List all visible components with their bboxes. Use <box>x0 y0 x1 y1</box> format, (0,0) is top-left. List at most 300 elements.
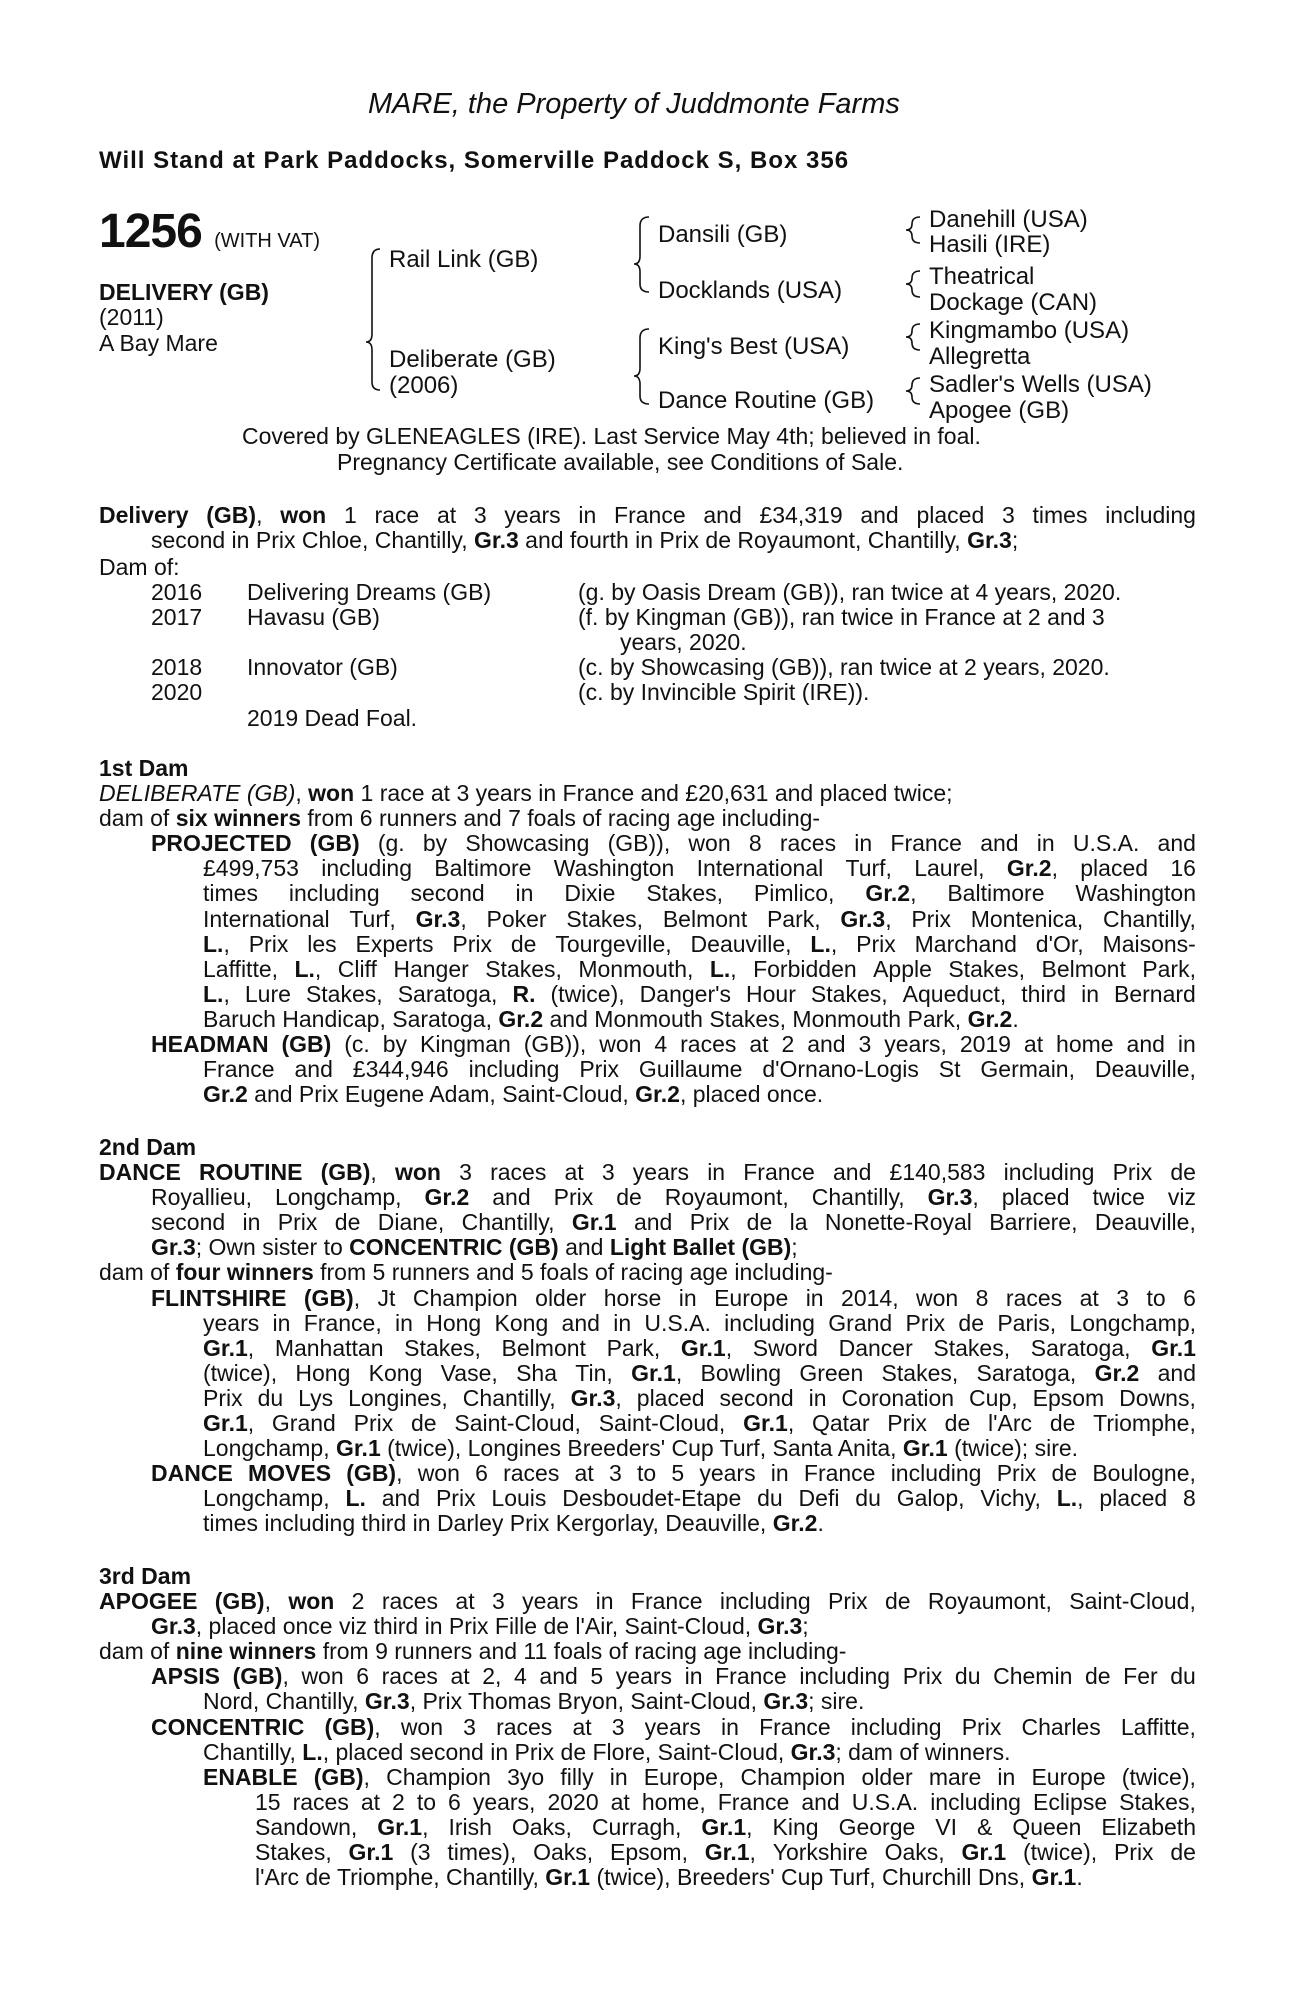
text-run: Europe, <box>643 1763 725 1790</box>
text-run: Chantilly, <box>461 1209 555 1236</box>
text-run: Baruch Handicap, Saratoga, <box>203 1005 499 1032</box>
bold-text: Gr.3 <box>151 1234 196 1261</box>
word <box>1092 1185 1144 1210</box>
word <box>571 1386 622 1411</box>
word <box>799 1664 890 1689</box>
word <box>289 881 380 906</box>
word <box>759 1715 831 1740</box>
text-line <box>203 1689 1196 1714</box>
word <box>977 1815 992 1840</box>
bold-text: (GB) <box>281 1031 332 1057</box>
word <box>1168 1185 1196 1210</box>
text-run: including <box>930 1788 1021 1815</box>
word <box>607 1336 661 1361</box>
brace-sss <box>906 217 920 243</box>
text-run: (g. <box>377 830 405 857</box>
word <box>903 982 1007 1007</box>
bold-text: Gr.1 <box>1151 1334 1196 1361</box>
text-run: viz <box>1167 1184 1196 1211</box>
text-run: , <box>295 780 309 806</box>
word <box>714 1286 788 1311</box>
word <box>741 1765 846 1790</box>
text-run: , <box>223 930 230 957</box>
word <box>610 1840 688 1865</box>
word <box>554 1185 594 1210</box>
word <box>948 957 1025 982</box>
pedigree-sdd: Dockage (CAN) <box>929 289 1098 316</box>
text-run: de <box>1051 1460 1078 1487</box>
word <box>654 1032 667 1057</box>
text-run: , <box>223 980 230 1007</box>
bold-text: Gr.1 <box>1031 1864 1077 1891</box>
word <box>463 1386 556 1411</box>
word <box>809 1386 827 1411</box>
text-run: horse <box>603 1284 662 1311</box>
text-run: in <box>515 880 534 907</box>
text-run: Prix <box>905 1309 946 1336</box>
word <box>663 907 747 932</box>
word <box>393 957 468 982</box>
bold-text: Delivery <box>99 502 189 528</box>
word <box>491 1486 546 1511</box>
text-run: Longchamp, <box>1069 1309 1196 1336</box>
bold-text: Gr.3 <box>474 527 519 554</box>
text-run: George <box>838 1813 916 1840</box>
text-run: and <box>980 830 1019 857</box>
text-run: (twice), <box>1121 1763 1196 1790</box>
text-run: du <box>1170 1663 1196 1690</box>
text-run: and <box>807 1031 846 1057</box>
word <box>203 932 230 957</box>
word <box>1119 1386 1196 1411</box>
word <box>395 1160 441 1185</box>
text-run: Turf, <box>349 905 396 932</box>
word <box>680 1032 736 1057</box>
text-run: £140,583 <box>889 1159 986 1185</box>
word <box>275 1336 384 1361</box>
word <box>604 1286 662 1311</box>
brace-sds <box>906 271 920 297</box>
text-run: in <box>613 1309 632 1336</box>
text-run: years, <box>472 1788 536 1815</box>
text-run: du <box>954 1663 981 1690</box>
word <box>804 1461 876 1486</box>
word <box>929 1765 981 1790</box>
word <box>969 1386 1018 1411</box>
text-run: at <box>455 1588 475 1614</box>
text-run: races <box>490 1159 547 1185</box>
produce-year: 2018 <box>151 654 203 680</box>
text-run: and <box>381 1485 421 1512</box>
text-run: France, <box>303 1309 382 1336</box>
text-run: , <box>787 1410 795 1436</box>
text-run: Longchamp, <box>203 1485 330 1512</box>
text-run: including <box>724 1309 815 1336</box>
word <box>1069 1589 1196 1614</box>
text-run: Prix <box>902 1663 943 1690</box>
word <box>1170 856 1196 881</box>
text-run: years <box>504 502 561 528</box>
text-line <box>203 957 1196 982</box>
word <box>572 1715 591 1740</box>
text-run: placed <box>1001 1184 1070 1211</box>
bold-text: L. <box>1056 1485 1078 1512</box>
text-run: Prix <box>961 1713 1002 1740</box>
text-run: Hour <box>746 980 796 1007</box>
text-run: Royallieu, <box>151 1184 252 1211</box>
word <box>203 982 230 1007</box>
word <box>151 1715 304 1740</box>
word <box>562 1486 741 1511</box>
text-run: at <box>574 1460 594 1487</box>
text-run: . <box>1076 1864 1083 1891</box>
word <box>1023 1840 1097 1865</box>
word <box>99 1589 197 1614</box>
bold-text: (GB) <box>320 1159 371 1185</box>
text-line <box>203 1411 1196 1436</box>
word <box>361 1790 380 1815</box>
italic-text: DELIBERATE (GB) <box>99 780 296 806</box>
text-run: 5 <box>671 1460 685 1487</box>
text-run: , Prix Thomas Bryon, Saint-Cloud, <box>409 1688 764 1715</box>
text-run: years <box>632 1159 690 1185</box>
text-run: 3yo <box>507 1763 545 1790</box>
word <box>1146 1286 1165 1311</box>
word <box>516 881 534 906</box>
word <box>450 1664 469 1689</box>
text-line <box>151 528 1196 553</box>
produce-year: 2017 <box>151 604 203 630</box>
text-run: , <box>282 1663 289 1690</box>
text-line <box>99 1589 1196 1614</box>
word <box>703 503 741 528</box>
text-run: won <box>301 1663 344 1690</box>
dam-of-label: Dam of: <box>99 554 180 580</box>
bold-text: Gr.1 <box>203 1334 248 1361</box>
word <box>307 932 336 957</box>
word <box>295 1361 350 1386</box>
text-run: , placed once viz third in Prix Fille de l'Air, Saint-Cloud, <box>195 1613 758 1640</box>
bold-text: Gr.3 <box>967 527 1012 554</box>
text-run: Desboudet-Etape <box>562 1485 742 1512</box>
word <box>473 1790 536 1815</box>
pedigree-braces <box>0 200 1314 620</box>
bold-text: Gr.2 <box>203 1081 248 1108</box>
word <box>640 982 731 1007</box>
word <box>884 1032 947 1057</box>
word <box>1033 1386 1105 1411</box>
text-line <box>99 1639 1196 1664</box>
text-run: races <box>292 1788 349 1815</box>
text-run: Stakes, <box>810 980 888 1007</box>
text-run: placed <box>636 1384 705 1411</box>
word <box>310 831 360 856</box>
word <box>1105 503 1196 528</box>
text-run: (twice), <box>203 1359 278 1386</box>
word <box>1031 1336 1131 1361</box>
word <box>1080 1286 1099 1311</box>
word <box>411 881 485 906</box>
text-run: 3 <box>491 1588 505 1614</box>
word <box>306 982 383 1007</box>
text-run: de <box>1084 1663 1111 1690</box>
word <box>855 1486 881 1511</box>
word <box>885 1589 911 1614</box>
pregnancy-note: Pregnancy Certificate available, see Conditions of Sale. <box>337 449 904 475</box>
bold-text: Gr.2 <box>772 1510 818 1537</box>
word <box>1178 1032 1196 1057</box>
word <box>1021 1715 1100 1740</box>
text-run: Chantilly, <box>1103 905 1196 932</box>
text-run: in <box>609 1763 628 1790</box>
word <box>395 1311 413 1336</box>
word <box>997 1311 1056 1336</box>
text-run: Stakes, <box>1119 1788 1196 1815</box>
text-run: Epsom, <box>610 1839 688 1865</box>
word <box>1036 932 1084 957</box>
text-run: (twice), <box>1023 1839 1098 1865</box>
pedigree-sire: Rail Link (GB) <box>389 246 539 273</box>
text-run: including <box>1003 1159 1095 1185</box>
word <box>321 856 412 881</box>
text-run: in <box>808 1384 827 1411</box>
text-run: won <box>400 1713 444 1740</box>
word <box>846 856 892 881</box>
word <box>747 1210 773 1235</box>
word <box>1080 856 1148 881</box>
text-run: & <box>977 1813 993 1840</box>
text-run: including <box>799 1663 891 1690</box>
horse-year: (2011) <box>99 304 164 330</box>
produce-note: (c. by Invincible Spirit (IRE)). <box>578 679 870 705</box>
text-run: de <box>1170 1839 1196 1865</box>
word <box>304 1311 382 1336</box>
word <box>806 1286 824 1311</box>
word <box>459 1160 472 1185</box>
word <box>671 1461 684 1486</box>
text-run: King <box>772 1813 819 1840</box>
text-line <box>255 1815 1196 1840</box>
text-run: times <box>203 880 258 907</box>
word <box>233 1664 289 1689</box>
word <box>434 856 531 881</box>
word <box>743 1160 815 1185</box>
text-run: Diane, <box>377 1209 445 1236</box>
word <box>280 503 326 528</box>
produce-note-cont: years, 2020. <box>620 629 747 655</box>
bold-text: ENABLE <box>203 1763 298 1790</box>
word <box>1007 856 1058 881</box>
text-run: , <box>247 1410 255 1436</box>
word <box>514 1664 527 1689</box>
dam1-heading: 1st Dam <box>99 755 189 781</box>
text-run: filly <box>560 1763 594 1790</box>
word <box>933 1336 1010 1361</box>
word <box>353 1057 449 1082</box>
text-run: du <box>257 1384 284 1411</box>
bold-text: four winners <box>175 1259 314 1286</box>
text-run: dam of <box>99 1638 176 1665</box>
word <box>928 1185 979 1210</box>
text-run: 6 <box>475 1460 488 1487</box>
text-run: twice <box>1092 1184 1145 1211</box>
text-run: , <box>314 955 322 982</box>
word <box>386 1765 491 1790</box>
text-run: Stakes, <box>404 1334 481 1361</box>
word <box>465 831 589 856</box>
text-run: Chantilly, <box>811 1184 905 1211</box>
word <box>596 1589 614 1614</box>
word <box>757 1486 783 1511</box>
word <box>401 1715 443 1740</box>
text-run: 3 <box>1001 502 1015 528</box>
text-run: Stakes, <box>255 1839 332 1865</box>
text-run: , <box>374 1713 381 1740</box>
text-run: races <box>680 1031 737 1057</box>
bold-text: Gr.2 <box>967 1005 1013 1032</box>
text-line <box>151 1461 1196 1486</box>
bold-text: (GB) <box>303 1284 354 1311</box>
word <box>426 1311 481 1336</box>
text-run: second <box>151 1209 226 1236</box>
word <box>644 1311 710 1336</box>
word <box>610 1765 628 1790</box>
word <box>891 1461 982 1486</box>
text-run: , <box>725 1334 733 1361</box>
text-run: and Monmouth Stakes, Monmouth Park, <box>543 1005 968 1032</box>
word <box>294 957 321 982</box>
word <box>437 503 456 528</box>
text-run: £34,319 <box>759 502 843 528</box>
text-run: including <box>288 880 380 907</box>
text-run: de <box>411 1410 437 1436</box>
word <box>856 932 896 957</box>
word <box>705 1840 756 1865</box>
text-run: Longines, <box>348 1384 448 1411</box>
bold-text: Gr.3 <box>763 1688 809 1715</box>
word <box>1183 1486 1196 1511</box>
text-line <box>203 1361 1196 1386</box>
word <box>1012 1815 1081 1840</box>
text-run: by <box>382 1031 408 1057</box>
word <box>997 1765 1015 1790</box>
text-run: 3 <box>858 1031 872 1057</box>
text-run: 8 <box>1183 1485 1196 1512</box>
word <box>560 1765 593 1790</box>
word <box>245 982 291 1007</box>
word <box>799 1486 840 1511</box>
bold-text: (GB) <box>346 1460 397 1487</box>
text-run: dam of <box>99 1259 176 1286</box>
text-run: France <box>717 1788 790 1815</box>
text-run: 1 <box>343 502 357 528</box>
word <box>151 1185 252 1210</box>
text-run: times <box>1032 502 1088 528</box>
text-run: de <box>944 1410 971 1436</box>
word <box>885 1840 945 1865</box>
word <box>382 1664 438 1689</box>
word <box>516 1361 557 1386</box>
produce-name: Delivering Dreams (GB) <box>247 579 492 605</box>
text-line <box>151 1715 1196 1740</box>
text-run: Stakes, <box>305 980 383 1007</box>
word <box>614 503 686 528</box>
word <box>392 1790 405 1815</box>
word <box>1114 1840 1154 1865</box>
text-run: Epsom <box>1032 1384 1105 1411</box>
word <box>790 1210 808 1235</box>
word <box>475 1461 488 1486</box>
text-run: Lure <box>244 980 291 1007</box>
text-run: years <box>203 1309 260 1336</box>
word <box>272 1411 336 1436</box>
text-run: 4 <box>514 1663 527 1690</box>
text-run: Baltimore <box>947 880 1045 907</box>
text-run: Vichy, <box>980 1485 1041 1512</box>
text-run: placed <box>1080 855 1149 882</box>
text-run: Prix <box>911 905 951 932</box>
text-line <box>203 1436 1196 1461</box>
text-run: Marchand <box>914 930 1017 957</box>
word <box>960 1032 1011 1057</box>
text-run: France <box>803 1460 876 1487</box>
text-run: de <box>884 1588 911 1614</box>
bold-text: L. <box>294 955 315 982</box>
text-run: Belmont <box>662 905 748 932</box>
word <box>448 1815 491 1840</box>
word <box>1041 957 1125 982</box>
word <box>825 1210 972 1235</box>
word <box>633 1160 689 1185</box>
word <box>579 1057 619 1082</box>
text-run: de <box>1170 1159 1196 1185</box>
text-run: won <box>417 1460 460 1487</box>
word <box>697 856 824 881</box>
word <box>720 1589 811 1614</box>
text-line <box>151 1185 1196 1210</box>
text-run: races <box>503 1460 560 1487</box>
text-run: 2 <box>351 1588 365 1614</box>
word <box>344 503 357 528</box>
word <box>1095 1057 1196 1082</box>
text-run: 5 <box>590 1663 604 1690</box>
word <box>887 1411 927 1436</box>
word <box>882 1361 959 1386</box>
horse-name: DELIVERY (GB) <box>99 279 269 305</box>
text-run: Eclipse <box>1032 1788 1108 1815</box>
word <box>980 1486 1041 1511</box>
pedigree-ssd: Hasili (IRE) <box>929 231 1051 258</box>
text-run: de <box>334 1209 361 1236</box>
word <box>642 1790 706 1815</box>
text-run: including <box>1105 502 1196 528</box>
text-run: Danger's <box>639 980 731 1007</box>
pedigree-ddd: Apogee (GB) <box>929 397 1070 424</box>
text-run: (twice); sire. <box>947 1435 1079 1462</box>
dead-foal-note: 2019 Dead Foal. <box>247 705 418 731</box>
word <box>1099 1486 1167 1511</box>
word <box>616 1185 642 1210</box>
text-run: second <box>719 1384 794 1411</box>
word <box>852 1790 918 1815</box>
text-run: Prix <box>248 930 289 957</box>
text-run: France <box>614 502 686 528</box>
word <box>203 1311 259 1336</box>
text-run: , <box>749 1839 756 1865</box>
word <box>955 1664 981 1689</box>
word <box>255 1815 357 1840</box>
word <box>1101 1815 1196 1840</box>
